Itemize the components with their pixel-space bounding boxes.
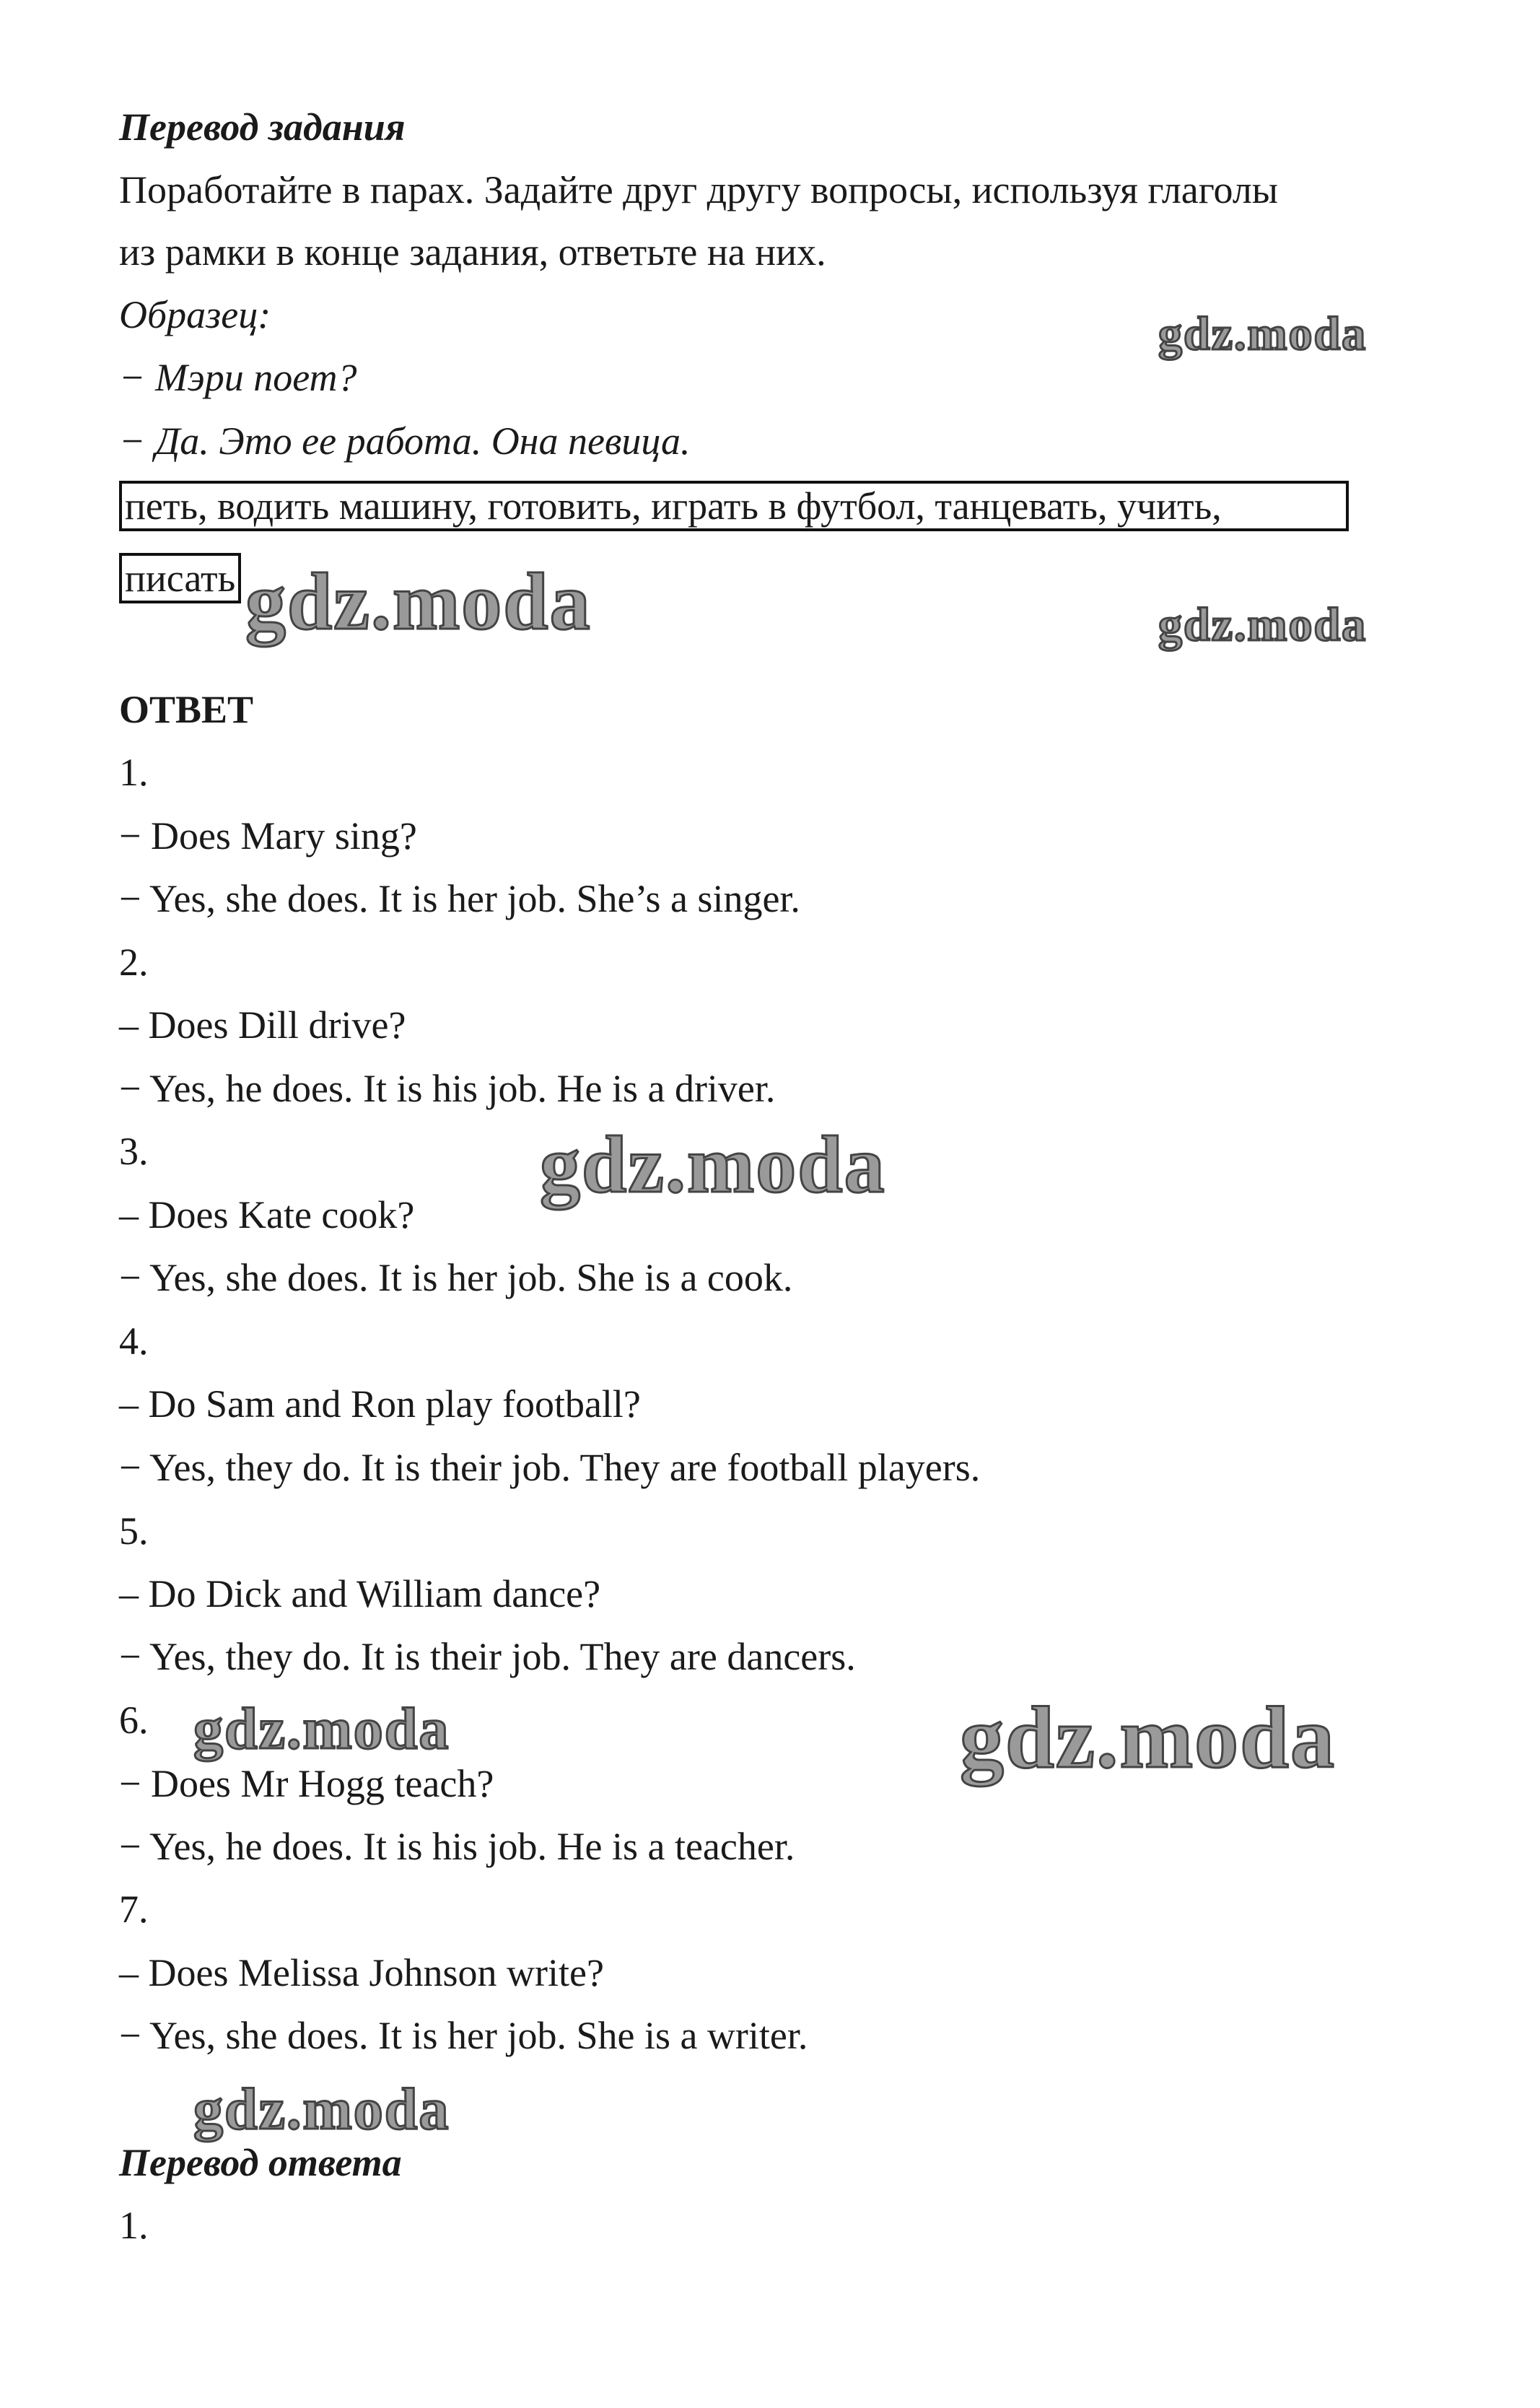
task-translation-heading: Перевод задания xyxy=(119,105,406,149)
answer-reply-3: − Yes, she does. It is her job. She is a cook. xyxy=(119,1256,793,1299)
answer-question-7: – Does Melissa Johnson write? xyxy=(119,1951,604,1994)
watermark: gdz.moda xyxy=(1158,307,1368,360)
watermark: gdz.moda xyxy=(193,2076,450,2142)
answer-heading: ОТВЕТ xyxy=(119,688,254,731)
answer-reply-7: − Yes, she does. It is her job. She is a writer. xyxy=(119,2014,808,2057)
answer-number-7: 7. xyxy=(119,1888,149,1931)
answer-number-5: 5. xyxy=(119,1509,149,1553)
answer-translation-number-1: 1. xyxy=(119,2204,149,2247)
watermark: gdz.moda xyxy=(193,1696,450,1761)
answer-question-6: − Does Mr Hogg teach? xyxy=(119,1762,494,1805)
verb-box-line-2: писать xyxy=(119,553,241,603)
answer-question-3: – Does Kate cook? xyxy=(119,1193,415,1236)
answer-number-1: 1. xyxy=(119,751,149,794)
answer-number-2: 2. xyxy=(119,941,149,984)
answer-reply-1: − Yes, she does. It is her job. She’s a singer. xyxy=(119,877,800,920)
instruction-line-2: из рамки в конце задания, ответьте на них. xyxy=(119,230,826,274)
answer-reply-4: − Yes, they do. It is their job. They are football players. xyxy=(119,1446,981,1489)
watermark: gdz.moda xyxy=(540,1120,886,1210)
answer-number-4: 4. xyxy=(119,1319,149,1363)
answer-question-1: − Does Mary sing? xyxy=(119,814,417,858)
answer-question-4: – Do Sam and Ron play football? xyxy=(119,1382,641,1426)
watermark: gdz.moda xyxy=(960,1689,1336,1787)
answer-question-5: – Do Dick and William dance? xyxy=(119,1572,601,1615)
answer-reply-6: − Yes, he does. It is his job. He is a teacher. xyxy=(119,1825,795,1868)
answer-number-6: 6. xyxy=(119,1698,149,1742)
watermark: gdz.moda xyxy=(245,557,592,647)
answer-reply-5: − Yes, they do. It is their job. They are dancers. xyxy=(119,1635,856,1678)
answer-question-2: – Does Dill drive? xyxy=(119,1003,406,1047)
sample-label: Образец: xyxy=(119,293,271,336)
answer-translation-heading: Перевод ответа xyxy=(119,2141,402,2184)
sample-answer: − Да. Это ее работа. Она певица. xyxy=(119,419,691,463)
instruction-line-1: Поработайте в парах. Задайте друг другу вопросы, используя глаголы xyxy=(119,168,1279,211)
watermark: gdz.moda xyxy=(1158,598,1368,651)
answer-number-3: 3. xyxy=(119,1130,149,1173)
answer-reply-2: − Yes, he does. It is his job. He is a driver. xyxy=(119,1067,776,1110)
sample-question: − Мэри поет? xyxy=(119,356,357,399)
verb-box-line-1: петь, водить машину, готовить, играть в футбол, танцевать, учить, xyxy=(119,481,1349,531)
